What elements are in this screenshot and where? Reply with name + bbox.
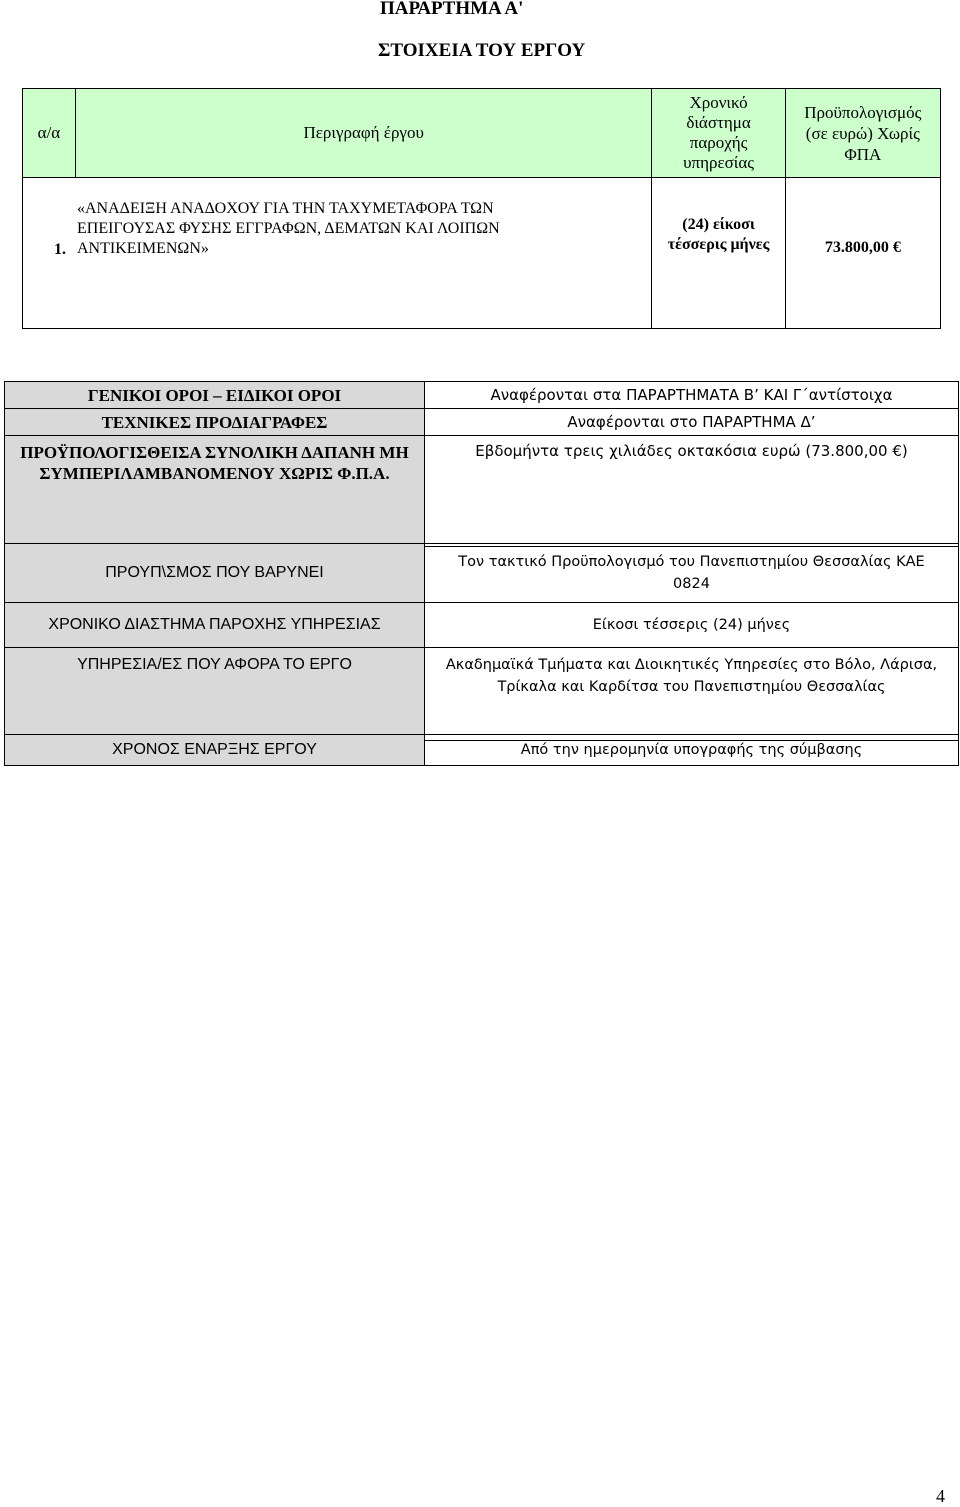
service-period-label: ΧΡΟΝΙΚΟ ΔΙΑΣΤΗΜΑ ΠΑΡΟΧΗΣ ΥΠΗΡΕΣΙΑΣ: [5, 603, 425, 648]
annex-title: ΠΑΡΑΡΤΗΜΑ Α': [380, 0, 524, 19]
column-budget-text: Προϋπολογισμός (σε ευρώ) Χωρίς ΦΠΑ: [804, 102, 922, 164]
total-cost-label-text: ΠΡΟΫΠΟΛΟΓΙΣΘΕΙΣΑ ΣΥΝΟΛΙΚΗ ΔΑΠΑΝΗ ΜΗ ΣΥΜΠΕΡΙΛΑΜΒΑΝΟΜΕΝΟΥ ΧΩΡΙΣ Φ.Π.Α.: [20, 443, 409, 483]
column-duration: [652, 89, 785, 178]
departments-label: [5, 648, 425, 741]
project-description-cell: [23, 178, 652, 329]
project-table: [22, 88, 941, 329]
general-terms-row: [5, 382, 959, 409]
service-period-row: [5, 603, 959, 648]
start-value: Από την ημερομηνία υπογραφής της σύμβασης: [425, 735, 959, 766]
column-description: Περιγραφή έργου: [75, 89, 652, 178]
tech-specs-label: ΤΕΧΝΙΚΕΣ ΠΡΟΔΙΑΓΡΑΦΕΣ: [5, 409, 425, 436]
project-table-row: [23, 178, 941, 329]
general-terms-label: ΓΕΝΙΚΟΙ ΟΡΟΙ – ΕΙΔΙΚΟΙ ΟΡΟΙ: [5, 382, 425, 409]
project-duration-cell: [652, 178, 785, 329]
budget-source-text: Τον τακτικό Προϋπολογισμό του Πανεπιστημίου Θεσσαλίας ΚΑΕ 0824: [458, 554, 925, 592]
budget-source-row: [5, 544, 959, 603]
terms-table: [4, 381, 959, 547]
tech-specs-row: [5, 409, 959, 436]
column-duration-text: Χρονικό διάστημα παροχής υπηρεσίας: [683, 93, 754, 172]
tech-specs-value: Αναφέρονται στο ΠΑΡΑΡΤΗΜΑ Δ’: [425, 409, 959, 436]
departments-row: [5, 648, 959, 741]
row-number: 1.: [54, 241, 66, 258]
budget-source-label: ΠΡΟΥΠ\ΣΜΟΣ ΠΟΥ ΒΑΡΥΝΕΙ: [5, 544, 425, 603]
section-title: ΣΤΟΙΧΕΙΑ ΤΟΥ ΕΡΓΟΥ: [378, 40, 586, 61]
project-budget-cell: [785, 178, 940, 329]
departments-value: [425, 648, 959, 741]
page-number: 4: [936, 1486, 945, 1506]
departments-label-text: ΥΠΗΡΕΣΙΑ/ΕΣ ΠΟΥ ΑΦΟΡΑ ΤΟ ΕΡΓΟ: [77, 656, 352, 673]
details-table: [4, 543, 959, 741]
start-table: [4, 734, 959, 766]
column-budget: [785, 89, 940, 178]
start-label: ΧΡΟΝΟΣ ΕΝΑΡΞΗΣ ΕΡΓΟΥ: [5, 735, 425, 766]
start-row: [5, 735, 959, 766]
service-period-value: Είκοσι τέσσερις (24) μήνες: [425, 603, 959, 648]
column-aa: α/α: [23, 89, 76, 178]
budget-source-value: [425, 544, 959, 603]
project-table-header: [23, 89, 941, 178]
project-duration: (24) είκοσι τέσσερις μήνες: [667, 216, 770, 253]
total-cost-value: Εβδομήντα τρεις χιλιάδες οκτακόσια ευρώ (73.800,00 €): [425, 436, 959, 547]
general-terms-value: Αναφέρονται στα ΠΑΡΑΡΤΗΜΑΤΑ Β’ ΚΑΙ Γ΄αντίστοιχα: [425, 382, 959, 409]
project-budget: 73.800,00 €: [824, 239, 901, 256]
total-cost-label: [5, 436, 425, 547]
project-description-text: «ΑΝΑΔΕΙΞΗ ΑΝΑΔΟΧΟΥ ΓΙΑ ΤΗΝ ΤΑΧΥΜΕΤΑΦΟΡΑ ΤΩΝ ΕΠΕΙΓΟΥΣΑΣ ΦΥΣΗΣ ΕΓΓΡΑΦΩΝ, ΔΕΜΑΤΩΝ ΚΑΙ ΛΟΙΠΩΝ ΑΝΤΙΚΕΙΜΕΝΩΝ»: [77, 200, 500, 257]
departments-text: Ακαδημαϊκά Τμήματα και Διοικητικές Υπηρεσίες στο Βόλο, Λάρισα, Τρίκαλα και Καρδίτσα του Πανεπιστημίου Θεσσαλίας: [445, 657, 938, 695]
project-description: [23, 199, 651, 259]
total-cost-row: [5, 436, 959, 547]
